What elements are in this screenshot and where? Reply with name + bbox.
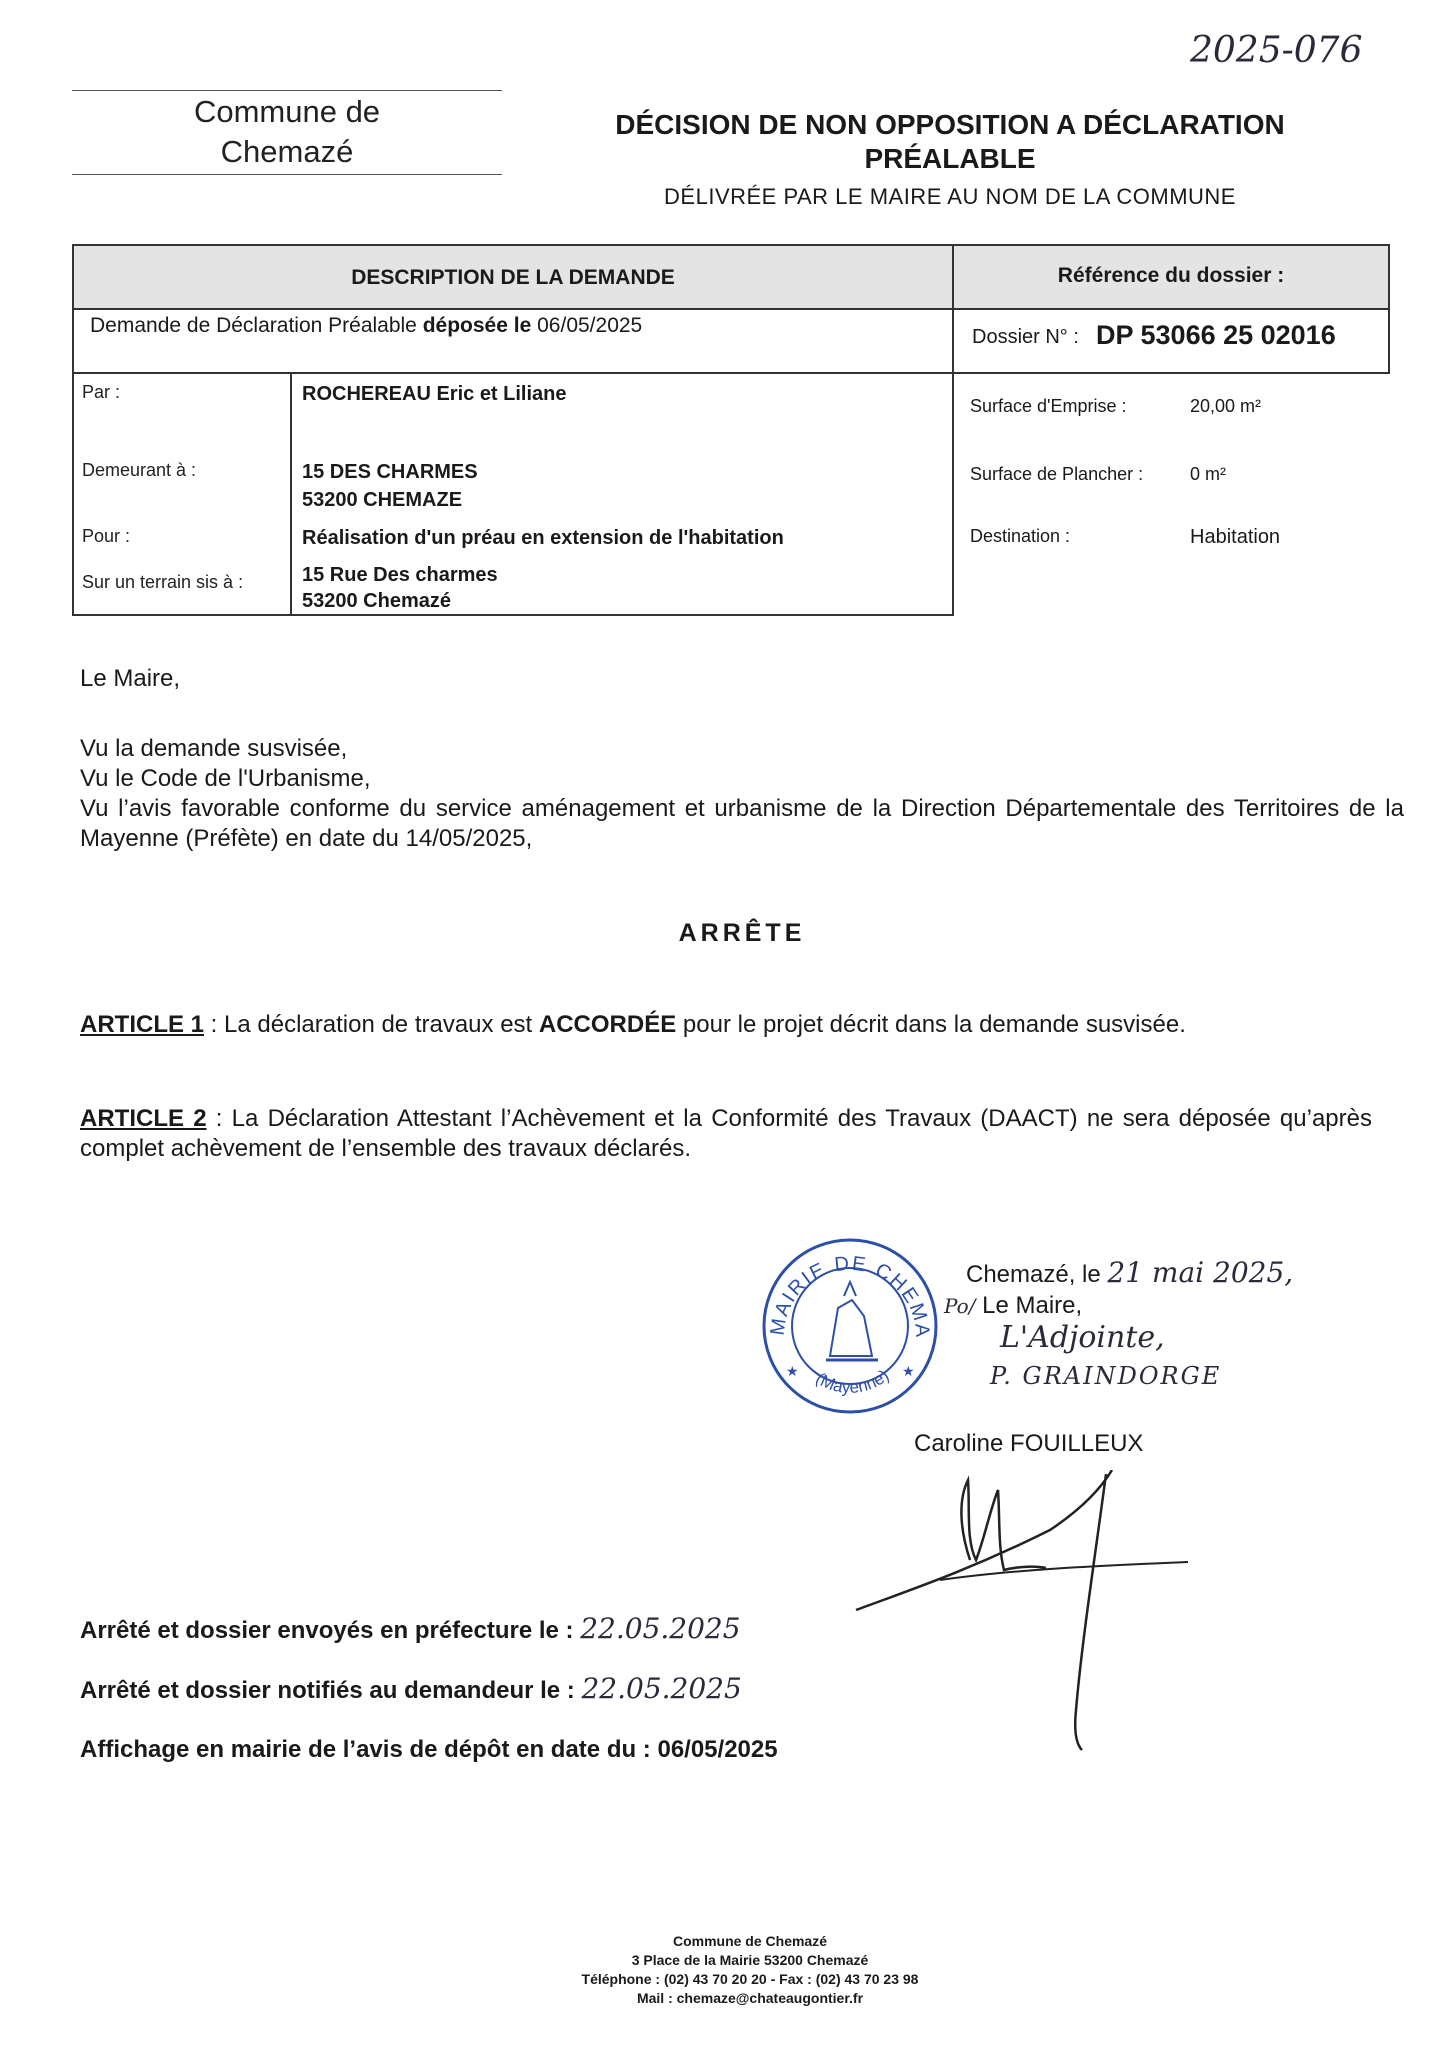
demeurant-label: Demeurant à : (82, 460, 197, 480)
handwritten-reference: 2025-076 (1190, 30, 1363, 71)
signature-printed-name: Caroline FOUILLEUX (914, 1430, 1144, 1457)
commune-rule-top (72, 90, 502, 91)
destination-value: Habitation (1190, 526, 1281, 548)
pour-value: Réalisation d'un préau en extension de l'habitation (302, 527, 784, 549)
affichage-date-line: Affichage en mairie de l’avis de dépôt en date du : 06/05/2025 (80, 1736, 778, 1763)
svg-text:MAIRIE DE CHEMAZE: MAIRIE DE CHEMA (766, 1252, 934, 1340)
destination-label: Destination : (970, 526, 1071, 546)
svg-text:(Mayenne): (Mayenne) (812, 1365, 893, 1398)
svg-text:★: ★ (902, 1363, 915, 1379)
document-subtitle: DÉLIVRÉE PAR LE MAIRE AU NOM DE LA COMMUNE (664, 184, 1236, 209)
signature-maire: Po/ Le Maire, (944, 1292, 1083, 1319)
svg-text:★: ★ (786, 1363, 799, 1379)
footer-address: Commune de Chemazé 3 Place de la Mairie 53200 Chemazé Téléphone : (02) 43 70 20 20 - Fax : (02) 43 70 23 98 Mail : chemaze@chateaugontier.fr (581, 1933, 919, 2006)
details-divider (290, 372, 292, 616)
dossier-number: DP 53066 25 02016 (1096, 320, 1336, 350)
vu-avis: Vu l’avis favorable conforme du service aménagement et urbanisme de la Direction Départementale des Territoires de la Mayenne (Préfète) en date du 14/05/2025, (80, 795, 1404, 852)
commune-name: Commune de Chemazé (193, 94, 381, 169)
par-label: Par : (82, 382, 121, 402)
terrain-value: 15 Rue Des charmes 53200 Chemazé (302, 564, 498, 612)
pour-label: Pour : (82, 526, 131, 546)
vu-demande: Vu la demande susvisée, (80, 735, 348, 762)
ref-header-cell: Référence du dossier : (952, 244, 1390, 310)
arrete-heading: ARRÊTE (678, 919, 806, 947)
terrain-label: Sur un terrain sis à : (82, 572, 244, 592)
vu-code: Vu le Code de l'Urbanisme, (80, 765, 371, 792)
article-2: ARTICLE 2 : La Déclaration Attestant l’Achèvement et la Conformité des Travaux (DAACT) ne sera déposée qu’après complet achèvement de l’ensemble des travaux déclarés. (80, 1105, 1372, 1162)
plancher-label: Surface de Plancher : (970, 464, 1144, 484)
demande-cell (72, 308, 954, 374)
notifies-date-line: Arrêté et dossier notifiés au demandeur le : 22.05.2025 (80, 1672, 742, 1705)
signature-graindorge: P. GRAINDORGE (990, 1362, 1222, 1390)
desc-header-cell: DESCRIPTION DE LA DEMANDE (72, 244, 954, 310)
commune-rule-bottom (72, 174, 502, 175)
document-title: DÉCISION DE NON OPPOSITION A DÉCLARATION PRÉALABLE (615, 109, 1285, 174)
salutation: Le Maire, (80, 665, 181, 692)
mairie-stamp (760, 1236, 940, 1416)
signature-place-date: Chemazé, le 21 mai 2025, (966, 1256, 1294, 1289)
demande-text: Demande de Déclaration Préalable déposée le 06/05/2025 (90, 314, 643, 337)
handwritten-signature (850, 1470, 1200, 1760)
emprise-label: Surface d'Emprise : (970, 396, 1127, 416)
dossier-cell: Dossier N° : DP 53066 25 02016 (952, 308, 1390, 374)
demeurant-value: 15 DES CHARMES 53200 CHEMAZE (302, 461, 478, 511)
prefecture-date-line: Arrêté et dossier envoyés en préfecture le : 22.05.2025 (80, 1612, 741, 1645)
par-value: ROCHEREAU Eric et Liliane (302, 383, 567, 405)
plancher-value: 0 m² (1190, 464, 1226, 484)
emprise-value: 20,00 m² (1190, 396, 1262, 416)
article-1: ARTICLE 1 : La déclaration de travaux est ACCORDÉE pour le projet décrit dans la demande susvisée. (80, 1011, 1186, 1038)
signature-adjointe: L'Adjointe, (1000, 1320, 1165, 1355)
